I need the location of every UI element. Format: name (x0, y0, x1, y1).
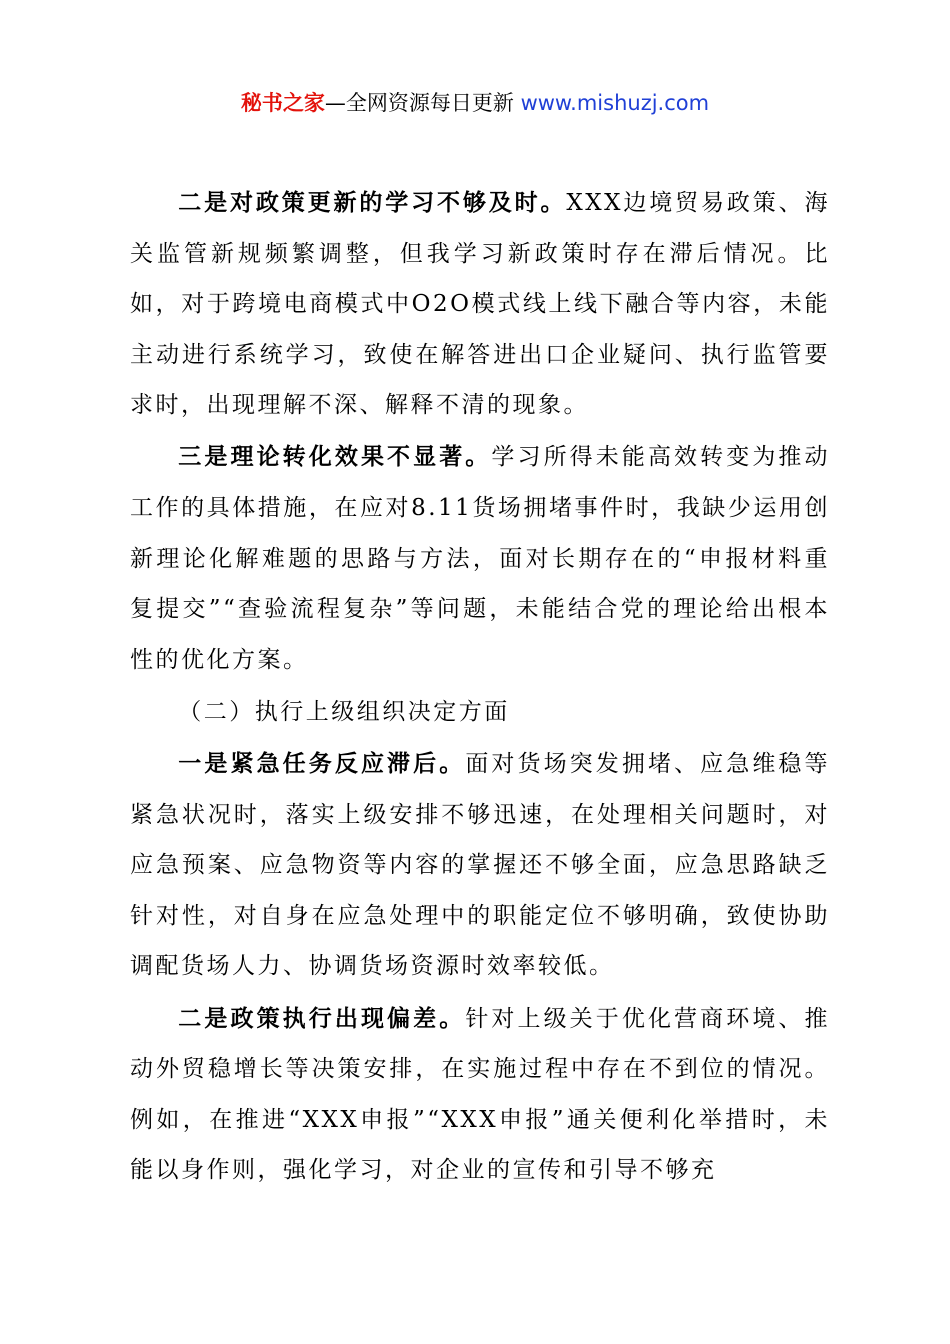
paragraph-lead: 二是政策执行出现偏差。 (178, 1004, 466, 1032)
section-heading: （二）执行上级组织决定方面 (178, 698, 510, 725)
header-tagline: —全网资源每日更新 (324, 91, 514, 115)
paragraph-policy-learning (130, 178, 830, 431)
paragraph-text: 学习所得未能高效转变为推动工作的具体措施，在应对8.11货场拥堵事件时，我缺少运用创新理论化解难题的思路与方法，面对长期存在的“申报材料重复提交”“查验流程复杂”等问题，未能结合党的理论给出根本性的优化方案。 (130, 444, 831, 673)
paragraph-lead: 二是对政策更新的学习不够及时。 (178, 189, 567, 216)
paragraph-emergency-response (130, 739, 830, 992)
paragraph-lead: 三是理论转化效果不显著。 (178, 443, 492, 471)
site-header (0, 86, 950, 120)
site-url-link[interactable]: www.mishuzj.com (520, 91, 710, 115)
paragraph-text: 面对货场突发拥堵、应急维稳等紧急状况时，落实上级安排不够迅速，在处理相关问题时，对应急预案、应急物资等内容的掌握还不够全面，应急思路缺乏针对性，对自身在应急处理中的职能定位不够明确，致使协助调配货场人力、协调货场资源时效率较低。 (130, 751, 831, 980)
brand-name: 秘书之家 (240, 91, 325, 115)
document-body (130, 178, 830, 1197)
paragraph-text: 针对上级关于优化营商环境、推动外贸稳增长等决策安排，在实施过程中存在不到位的情况。例如，在推进“XXX申报”“XXX申报”通关便利化举措时，未能以身作则，强化学习，对企业的宣传和引导不够充 (130, 1005, 831, 1184)
paragraph-lead: 一是紧急任务反应滞后。 (178, 750, 466, 778)
paragraph-theory-conversion (130, 432, 830, 685)
paragraph-text: XXX边境贸易政策、海关监管新规频繁调整，但我学习新政策时存在滞后情况。比如，对于跨境电商模式中O2O模式线上线下融合等内容，未能主动进行系统学习，致使在解答进出口企业疑问、执行监管要求时，出现理解不深、解释不清的现象。 (130, 190, 831, 419)
paragraph-policy-execution (130, 994, 830, 1196)
